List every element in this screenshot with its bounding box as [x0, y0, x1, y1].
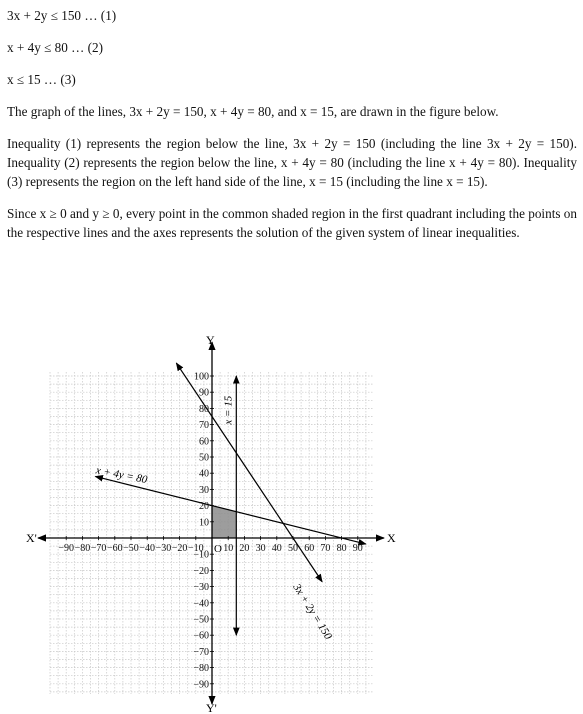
x-tick-label: −80: [74, 543, 91, 554]
y-tick-label: 20: [199, 501, 209, 513]
x-tick-label: −40: [139, 543, 156, 554]
inequality-3: x ≤ 15 … (3): [7, 72, 76, 87]
y-tick-label: −50: [193, 614, 209, 626]
y-tick-label: 50: [199, 452, 209, 464]
axis-labels: [26, 333, 396, 714]
solution-text: [7, 6, 577, 255]
x-tick-label: 40: [271, 543, 282, 554]
inequality-graph: [28, 334, 568, 714]
constraint-line-label-3: x = 15: [222, 395, 235, 425]
y-tick-label: 70: [199, 420, 209, 432]
constraint-line-label-2: x + 4y = 80: [94, 464, 149, 487]
x-tick-label: 30: [255, 543, 266, 554]
x-tick-label: −60: [106, 543, 123, 554]
conclusion-paragraph: Since x ≥ 0 and y ≥ 0, every point in the common shaded region in the first quadrant including the points on the respective lines and the axes represents the solution of the given system of linear inequalities.: [7, 206, 577, 240]
y-tick-label: 90: [199, 387, 209, 399]
x-tick-label: 10: [223, 543, 234, 554]
x-tick-label: −30: [155, 543, 172, 554]
y-tick-label: 80: [199, 403, 209, 415]
inequality-1: 3x + 2y ≤ 150 … (1): [7, 8, 117, 23]
x-tick-label: 90: [352, 543, 363, 554]
explanation-paragraph: Inequality (1) represents the region below the line, 3x + 2y = 150 (including the line 3x + 2y = 150). Inequality (2) represents the region below the line, x + 4y = 80 (including the line x + 4y = 80). Inequality (3) represents the region on the left hand side of the line, x = 15 (including the line x = 15).: [7, 136, 577, 189]
x-tick-label: −50: [123, 543, 139, 554]
y-tick-label: −70: [193, 646, 209, 658]
x-tick-label: −20: [171, 543, 188, 554]
y-tick-label: 30: [199, 484, 209, 496]
x-tick-label: 80: [336, 543, 347, 554]
x-tick-label: −10: [187, 543, 204, 554]
y-axis-negative-label: Y': [206, 701, 217, 714]
constraint-line-label-1: 3x + 2y = 150: [290, 581, 335, 642]
x-tick-label: −70: [90, 543, 107, 554]
y-tick-label: 40: [199, 468, 209, 480]
y-tick-label: −30: [193, 582, 209, 594]
y-tick-label: 100: [194, 371, 209, 383]
y-tick-label: −60: [193, 630, 209, 642]
x-axis-negative-label: X': [26, 531, 37, 545]
x-tick-label: 20: [239, 543, 250, 554]
y-axis-positive-label: Y: [206, 333, 215, 347]
x-axis-positive-label: X: [387, 531, 396, 545]
x-tick-label: −90: [58, 543, 75, 554]
y-tick-label: −90: [193, 679, 209, 691]
x-tick-label: 50: [288, 543, 298, 554]
y-tick-label: −40: [193, 598, 209, 610]
y-tick-label: 10: [199, 517, 209, 529]
axes: [38, 342, 384, 704]
x-tick-label: 60: [304, 543, 315, 554]
x-tick-label: 70: [320, 543, 331, 554]
origin-label: O: [214, 543, 222, 555]
y-tick-label: −20: [193, 565, 209, 577]
graph-intro: The graph of the lines, 3x + 2y = 150, x + 4y = 80, and x = 15, are drawn in the figure below.: [7, 104, 499, 119]
y-tick-label: −10: [193, 549, 209, 561]
inequality-2: x + 4y ≤ 80 … (2): [7, 40, 103, 55]
y-tick-label: 60: [199, 436, 209, 448]
y-tick-label: −80: [193, 663, 209, 675]
